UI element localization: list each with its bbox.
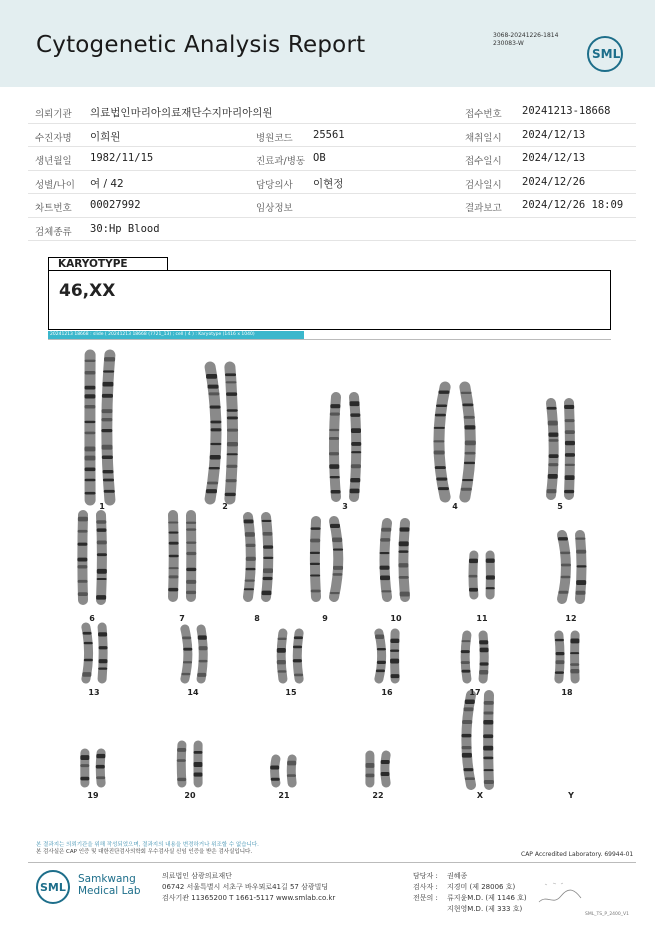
chromosome-label-2: 2 [222, 502, 228, 511]
doctor-value: 이현정 [313, 177, 344, 190]
birth-label: 생년월일 [35, 156, 72, 167]
patient-info-table [28, 100, 636, 241]
lab-address [162, 871, 335, 904]
sml-logo: SML [587, 36, 623, 72]
sex-age-value: 여 / 42 [90, 177, 124, 190]
disclaimer-line-2: 본 검사실은 CAP 인증 및 대한진단검사의학회 우수검사실 신임 인증을 받은 검사실입니다. [36, 849, 253, 855]
chromosome-label-17: 17 [469, 688, 481, 697]
chromosome-pair-21 [270, 759, 296, 783]
contact: 검사기관 11365200 T 1661-5117 www.smlab.co.kr [162, 894, 336, 902]
chromosome-pair-4 [433, 387, 475, 497]
chromosome-pair-8 [244, 517, 274, 597]
report-code: 3068-20241226-1814 230083-W [493, 32, 559, 47]
chromosome-pair-16 [375, 633, 399, 679]
patient-value: 이희원 [90, 130, 121, 143]
signature-mark [535, 876, 585, 910]
footer-divider [28, 862, 636, 863]
chromosome-pair-12 [558, 535, 587, 599]
staff-row: 검사자 : 지경미 (제 28006 호) [413, 883, 516, 891]
receipt-no-label: 접수번호 [465, 109, 502, 120]
samkwang-logo [36, 868, 156, 908]
form-code: SML_TS_P_2400_V1 [585, 912, 629, 917]
chromosome-pair-19 [80, 753, 105, 783]
info-row [28, 100, 636, 124]
chromosome-pair-9 [310, 521, 343, 597]
chromosome-label-20: 20 [184, 791, 196, 800]
info-row [28, 171, 636, 195]
specimen-value: 30:Hp Blood [90, 222, 160, 235]
report-header [0, 0, 655, 87]
chromosome-label-13: 13 [88, 688, 100, 697]
chromosome-label-1: 1 [99, 502, 105, 511]
chromosome-label-12: 12 [565, 614, 577, 623]
chromosome-label-21: 21 [278, 791, 290, 800]
chromosome-label-16: 16 [381, 688, 393, 697]
chromosome-label-X: X [476, 791, 484, 800]
chromosome-pair-14 [181, 629, 207, 679]
chromosome-label-4: 4 [452, 502, 458, 511]
info-row [28, 147, 636, 171]
chart-no-value: 00027992 [90, 199, 141, 211]
patient-label: 수진자명 [35, 132, 72, 144]
chromosome-pair-20 [177, 745, 203, 783]
collect-date-label: 채취일시 [465, 132, 502, 144]
staff-list [413, 871, 527, 915]
chromosome-pair-11 [468, 555, 494, 595]
hospital-code-value: 25561 [313, 128, 345, 141]
chromosome-label-5: 5 [557, 502, 563, 511]
chromosome-pair-X [461, 695, 493, 785]
karyogram-image [30, 345, 630, 805]
test-date-label: 검사일시 [465, 179, 502, 191]
chromosome-pair-7 [168, 515, 196, 597]
chromosome-pair-17 [461, 635, 489, 679]
address: 06742 서울특별시 서초구 바우뫼로41길 57 삼광빌딩 [162, 883, 329, 891]
chromosome-pair-6 [77, 515, 107, 600]
specimen-label: 검체종류 [35, 226, 72, 238]
staff-row: 담당자 : 권혜종 [413, 872, 468, 880]
sex-age-label: 성별/나이 [35, 179, 75, 191]
cap-accreditation: CAP Accredited Laboratory. 69944-01 [521, 851, 634, 858]
chromosome-pair-2 [206, 367, 238, 499]
institution-label: 의뢰기관 [35, 109, 72, 120]
chromosome-pair-3 [329, 397, 361, 497]
receipt-date-label: 접수일시 [465, 156, 502, 167]
chromosome-pair-10 [380, 523, 410, 597]
chromosome-label-15: 15 [285, 688, 297, 697]
hospital-code-label: 병원코드 [256, 132, 293, 144]
dept-label: 진료과/병동 [256, 156, 306, 167]
caption-divider [48, 339, 611, 340]
collect-date-value: 2024/12/13 [522, 128, 586, 141]
chromosome-label-3: 3 [342, 502, 348, 511]
chromosome-label-22: 22 [372, 791, 384, 800]
clinical-label: 임상정보 [256, 203, 293, 214]
chromosome-label-18: 18 [561, 688, 573, 697]
chromosome-label-6: 6 [89, 614, 95, 623]
chromosome-pair-22 [365, 755, 389, 783]
chromosome-pair-5 [546, 403, 575, 495]
chromosome-label-Y: Y [568, 791, 574, 800]
lab-name: Samkwang Medical Lab [78, 873, 141, 897]
info-row [28, 194, 636, 218]
org-name: 의료법인 삼광의료재단 [162, 872, 232, 880]
staff-row: 전문의 : 류지윤M.D. (제 1146 호) [413, 894, 527, 902]
chromosome-label-9: 9 [322, 614, 328, 623]
info-row [28, 218, 636, 242]
report-date-value: 2024/12/26 18:09 [522, 199, 624, 211]
sml-logo-icon: SML [36, 870, 70, 904]
chromosome-label-8: 8 [254, 614, 260, 623]
receipt-date-value: 2024/12/13 [522, 152, 586, 164]
birth-value: 1982/11/15 [90, 152, 154, 164]
staff-row: 지현영M.D. (제 333 호) [447, 905, 523, 913]
institution-value: 의료법인마리아의료재단수지마리아의원 [90, 107, 273, 119]
chromosome-label-11: 11 [476, 614, 488, 623]
report-title: Cytogenetic Analysis Report [36, 32, 366, 58]
karyotype-result: 46,XX [59, 281, 116, 301]
dept-value: OB [313, 152, 326, 164]
doctor-label: 담당의사 [256, 179, 293, 191]
chromosome-pair-1 [84, 355, 115, 500]
info-row [28, 124, 636, 148]
karyotype-tab: KARYOTYPE [48, 257, 168, 271]
chromosome-label-19: 19 [87, 791, 99, 800]
chart-no-label: 차트번호 [35, 203, 72, 214]
karyogram-caption: 20241213 18668 : slide ( 20241213 18668 (7721_13) ; cell ( 4 ) : Karyotype (1416 x 1040) [48, 331, 304, 339]
chromosome-pair-18 [555, 635, 579, 679]
chromosome-pair-13 [82, 627, 107, 679]
receipt-no-value: 20241213-18668 [522, 105, 611, 117]
chromosome-label-7: 7 [179, 614, 185, 623]
test-date-value: 2024/12/26 [522, 175, 586, 188]
report-date-label: 결과보고 [465, 203, 502, 214]
chromosome-pair-15 [277, 633, 303, 679]
disclaimer-line-1: 본 결과지는 의뢰기관을 위해 작성되었으며, 결과지의 내용을 변경하거나 위조할 수 없습니다. [36, 842, 259, 848]
disclaimer [36, 842, 396, 856]
chromosome-label-10: 10 [390, 614, 402, 623]
karyotype-result-box [48, 270, 611, 330]
chromosome-label-14: 14 [187, 688, 199, 697]
